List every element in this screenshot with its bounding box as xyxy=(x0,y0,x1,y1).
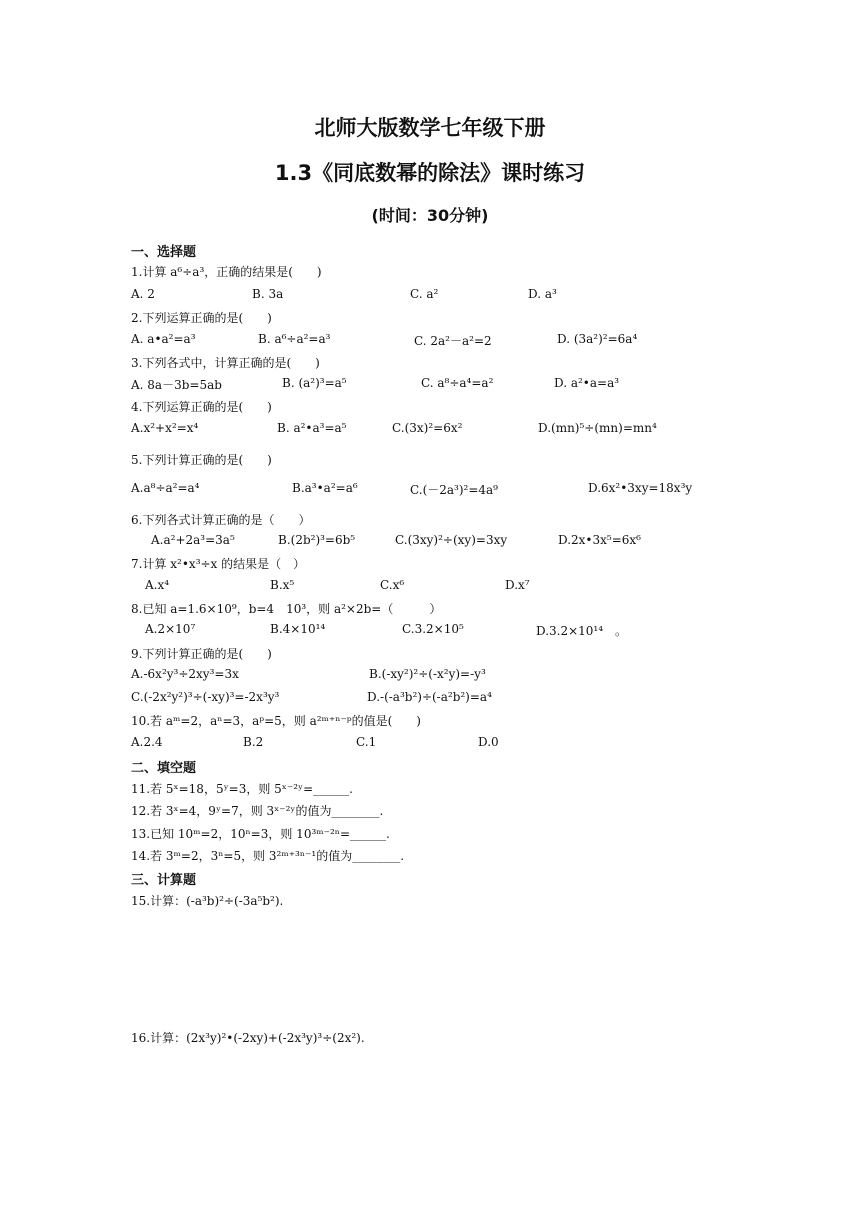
option-a: A.x²+x²=x⁴ xyxy=(131,421,199,435)
question-stem: 13.已知 10ᵐ=2，10ⁿ=3，则 10³ᵐ⁻²ⁿ=______. xyxy=(131,827,390,841)
option-a: A.a⁸÷a²=a⁴ xyxy=(131,481,200,495)
question-stem: 9.下列计算正确的是( ) xyxy=(131,647,272,661)
option-d: D.(mn)⁵÷(mn)=mn⁴ xyxy=(538,421,657,435)
option-b: B.x⁵ xyxy=(270,578,295,592)
question-5-options xyxy=(0,481,860,501)
question-3-options xyxy=(0,376,860,396)
question-1-options xyxy=(0,287,860,307)
question-6 xyxy=(0,511,860,531)
option-b: B.(-xy²)²÷(-x²y)=-y³ xyxy=(369,667,486,681)
question-stem: 5.下列计算正确的是( ) xyxy=(131,453,272,467)
question-3 xyxy=(0,354,860,374)
option-a: A.x⁴ xyxy=(145,578,170,592)
question-1 xyxy=(0,263,860,283)
question-7 xyxy=(0,555,860,575)
question-13 xyxy=(0,825,860,845)
time-limit: (时间：30分钟) xyxy=(371,206,489,225)
question-4-options xyxy=(0,421,860,441)
option-a: A. 2 xyxy=(131,287,155,301)
option-c: C. 2a²－a²=2 xyxy=(414,334,492,348)
question-9-options-row2 xyxy=(0,690,860,710)
option-c: C.(－2a³)²=4a⁹ xyxy=(410,483,498,497)
option-d: D.0 xyxy=(478,735,499,749)
option-a: A. a•a²=a³ xyxy=(131,332,196,346)
option-b: B. a⁶÷a²=a³ xyxy=(258,332,331,346)
question-6-options xyxy=(0,533,860,553)
question-stem: 15.计算：(-a³b)²÷(-3a⁵b²). xyxy=(131,894,284,908)
option-b: B. 3a xyxy=(252,287,284,301)
option-c: C.3.2×10⁵ xyxy=(402,622,464,636)
option-c: C. a⁸÷a⁴=a² xyxy=(421,376,494,390)
question-2-options xyxy=(0,332,860,352)
option-a: A.a²+2a³=3a⁵ xyxy=(151,533,235,547)
question-11 xyxy=(0,780,860,800)
option-c: C.x⁶ xyxy=(380,578,405,592)
question-9-options-row1 xyxy=(0,667,860,687)
question-stem: 7.计算 x²•x³÷x 的结果是（ ） xyxy=(131,557,306,571)
question-5 xyxy=(0,451,860,471)
option-b: B. a²•a³=a⁵ xyxy=(277,421,347,435)
question-stem: 16.计算：(2x³y)²•(-2xy)+(-2x³y)³÷(2x²). xyxy=(131,1031,365,1045)
question-7-options xyxy=(0,578,860,598)
page-subtitle: 1.3《同底数幂的除法》课时练习 xyxy=(274,161,586,185)
option-c: C.(3x)²=6x² xyxy=(392,421,463,435)
question-10 xyxy=(0,712,860,732)
question-stem: 10.若 aᵐ=2，aⁿ=3，aᵖ=5，则 a²ᵐ⁺ⁿ⁻ᵖ的值是( ) xyxy=(131,714,421,728)
option-a: A.2.4 xyxy=(131,735,163,749)
option-a: A. 8a－3b=5ab xyxy=(131,378,222,392)
question-8 xyxy=(0,600,860,620)
option-c: C.1 xyxy=(356,735,377,749)
option-d: D.-(-a³b²)÷(-a²b²)=a⁴ xyxy=(367,690,492,704)
question-stem: 8.已知 a=1.6×10⁹，b=4 10³，则 a²×2b=（ ） xyxy=(131,602,442,616)
page-title: 北师大版数学七年级下册 xyxy=(314,116,546,140)
question-stem: 11.若 5ˣ=18，5ʸ=3，则 5ˣ⁻²ʸ=______. xyxy=(131,782,353,796)
option-d: D. a²•a=a³ xyxy=(554,376,620,390)
question-10-options xyxy=(0,735,860,755)
option-b: B. (a²)³=a⁵ xyxy=(282,376,347,390)
question-stem: 14.若 3ᵐ=2，3ⁿ=5，则 3²ᵐ⁺³ⁿ⁻¹的值为________. xyxy=(131,849,405,863)
option-b: B.a³•a²=a⁶ xyxy=(292,481,358,495)
question-stem: 2.下列运算正确的是( ) xyxy=(131,311,272,325)
option-c: C. a² xyxy=(410,287,439,301)
question-4 xyxy=(0,398,860,418)
question-stem: 1.计算 a⁶÷a³，正确的结果是( ) xyxy=(131,265,322,279)
question-2 xyxy=(0,309,860,329)
option-a: A.-6x²y³÷2xy³=3x xyxy=(131,667,239,681)
question-stem: 12.若 3ˣ=4，9ʸ=7，则 3ˣ⁻²ʸ的值为________. xyxy=(131,804,384,818)
section-heading-choice: 一、选择题 xyxy=(131,245,197,260)
option-b: B.2 xyxy=(243,735,264,749)
question-8-options xyxy=(0,622,860,642)
section-heading-fill: 二、填空题 xyxy=(131,761,197,776)
question-12 xyxy=(0,802,860,822)
option-d: D.x⁷ xyxy=(505,578,530,592)
option-c: C.(-2x²y²)³÷(-xy)³=-2x³y³ xyxy=(131,690,280,704)
option-d: D.6x²•3xy=18x³y xyxy=(588,481,693,495)
question-stem: 4.下列运算正确的是( ) xyxy=(131,400,272,414)
option-b: B.(2b²)³=6b⁵ xyxy=(278,533,356,547)
section-heading-calc: 三、计算题 xyxy=(131,873,197,888)
option-d: D. (3a²)²=6a⁴ xyxy=(557,332,638,346)
question-16 xyxy=(0,1029,860,1049)
option-a: A.2×10⁷ xyxy=(145,622,196,636)
question-stem: 3.下列各式中，计算正确的是( ) xyxy=(131,356,320,370)
option-d: D. a³ xyxy=(528,287,557,301)
question-9 xyxy=(0,645,860,665)
option-b: B.4×10¹⁴ xyxy=(270,622,326,636)
option-c: C.(3xy)²÷(xy)=3xy xyxy=(395,533,508,547)
option-d: D.3.2×10¹⁴ 。 xyxy=(536,624,628,638)
question-stem: 6.下列各式计算正确的是（ ） xyxy=(131,513,311,527)
option-d: D.2x•3x⁵=6x⁶ xyxy=(558,533,641,547)
question-14 xyxy=(0,847,860,867)
question-15 xyxy=(0,892,860,912)
